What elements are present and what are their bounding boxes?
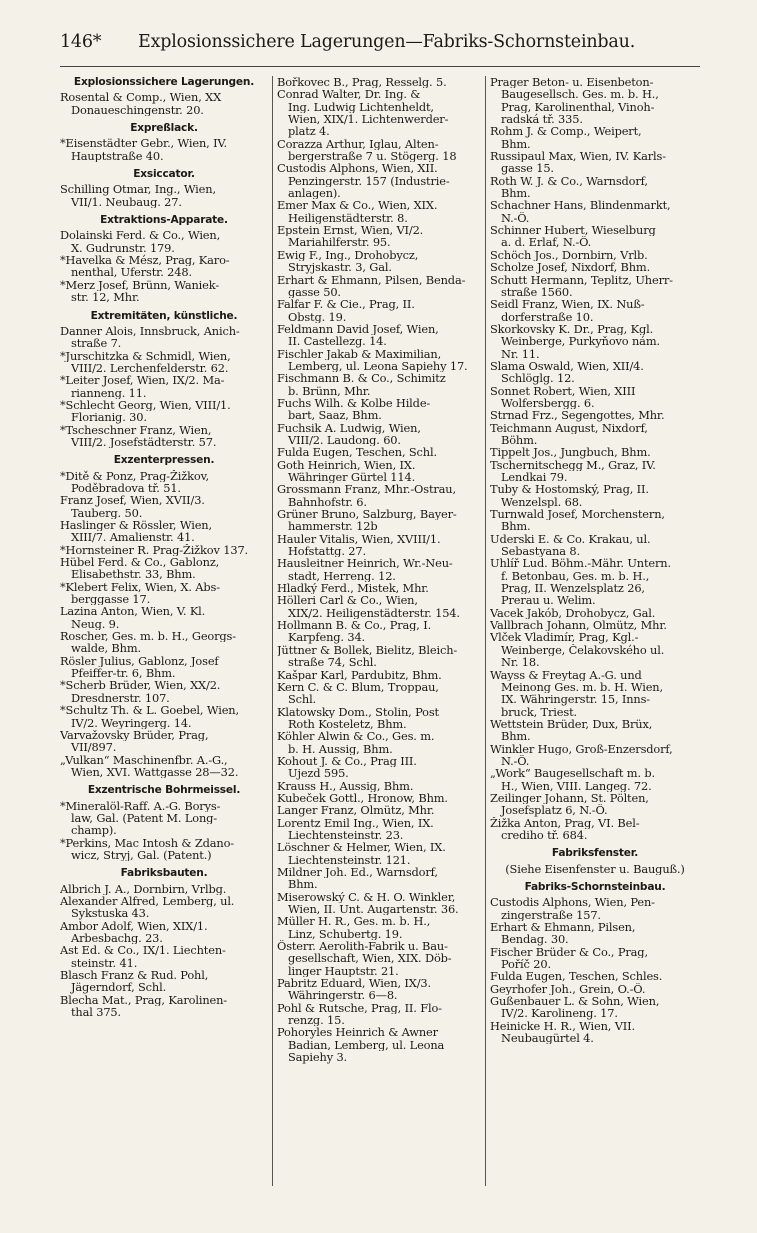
entry-line: Florianig. 30. (71, 411, 147, 424)
entry-line: Sebastyana 8. (501, 545, 580, 558)
entry-line: Baugesellsch. Ges. m. b. H., (501, 88, 659, 101)
section-heading: Extremitäten, künstliche. (90, 309, 238, 322)
entry-line: Blecha Mat., Prag, Karolinen- (60, 993, 228, 1007)
entry-line: Custodis Alphons, Wien, XII. (277, 162, 438, 175)
entry-line: VIII/2. Josefstädterstr. 57. (71, 435, 217, 449)
entry-line: Slama Oswald, Wien, XII/4. (490, 359, 644, 373)
entry-line: Prager Beton- u. Eisenbeton- (490, 76, 654, 89)
entry-line: Vallbrach Johann, Olmütz, Mhr. (490, 619, 667, 632)
entry-line: gasse 15. (501, 162, 554, 175)
entry-line: Seidl Franz, Wien, IX. Nuß- (490, 298, 645, 311)
entry-line: Miserowský C. & H. O. Winkler, (277, 890, 456, 904)
entry-line: Arbesbachg. 23. (71, 932, 163, 945)
entry-line: H., Wien, VIII. Langeg. 72. (501, 779, 652, 792)
entry-line: Hausleitner Heinrich, Wr.-Neu- (277, 557, 453, 570)
entry-line: Klatowsky Dom., Stolin, Post (277, 705, 439, 718)
entry-line: Vacek Jakób, Drohobycz, Gal. (490, 606, 656, 620)
entry-line: crediho tř. 684. (501, 828, 588, 842)
entry-line: wicz, Stryj, Gal. (Patent.) (71, 848, 212, 862)
entry-line: renzg. 15. (288, 1014, 345, 1027)
entry-line: Fischer Brüder & Co., Prag, (490, 945, 648, 959)
entry-line: Roth Kosteletz, Bhm. (288, 717, 407, 731)
entry-line: Bendag. 30. (501, 933, 569, 946)
entry-line: „Work“ Baugesellschaft m. b. (490, 767, 656, 780)
entry-line: *Hornsteiner R. Prag-Žižkov 137. (60, 543, 249, 557)
entry-line: Schinner Hubert, Wieselburg (490, 224, 656, 237)
entry-line: Wettstein Brüder, Dux, Brüx, (490, 717, 653, 731)
entry-line: Wenzelspl. 68. (501, 495, 583, 509)
entry-line: Fuchsik A. Ludwig, Wien, (277, 421, 421, 434)
entry-line: Neug. 9. (71, 617, 120, 631)
entry-line: Pabritz Eduard, Wien, IX/3. (277, 977, 431, 990)
entry-line: dorferstraße 10. (501, 310, 594, 323)
entry-line: Fulda Eugen, Teschen, Schles. (490, 970, 663, 983)
entry-line: Kubeček Gottl., Hronow, Bhm. (277, 791, 448, 805)
directory-column-1 (60, 76, 268, 1018)
entry-line: XIX/2. Heiligenstädterstr. 154. (288, 606, 460, 620)
entry-line: Elisabethstr. 33, Bhm. (71, 568, 196, 581)
entry-line: *Ditě & Ponz, Prag-Žižkov, (60, 469, 209, 482)
entry-line: Uderski E. & Co. Krakau, ul. (490, 532, 651, 546)
entry-line: II. Castellezg. 14. (288, 335, 387, 348)
entry-line: Schl. (288, 693, 317, 706)
entry-line: Jüttner & Bollek, Bielitz, Bleich- (277, 643, 458, 657)
entry-line: *Schultz Th. & L. Goebel, Wien, (60, 704, 239, 717)
entry-line: IV/2. Weyringerg. 14. (71, 716, 192, 729)
entry-line: *Leiter Josef, Wien, IX/2. Ma- (60, 374, 225, 387)
entry-line: Mildner Joh. Ed., Warnsdorf, (277, 866, 438, 879)
entry-line: b. H. Aussig, Bhm. (288, 742, 393, 755)
entry-line: Weinberge, Purkyňovo nám. (501, 335, 660, 348)
entry-line: Erhart & Ehmann, Pilsen, Benda- (277, 273, 466, 286)
entry-line: Währinger Gürtel 114. (288, 471, 416, 484)
entry-line: X. Gudrunstr. 179. (71, 241, 175, 255)
entry-line: Scholze Josef, Nixdorf, Bhm. (490, 261, 651, 274)
entry-line: bart, Saaz, Bhm. (288, 409, 382, 422)
entry-line: Sykstuska 43. (71, 907, 150, 920)
entry-line: Währingerstr. 6—8. (288, 989, 398, 1002)
column-divider (272, 76, 273, 1186)
entry-line: Liechtensteinstr. 23. (288, 828, 404, 842)
entry-line: Feldmann David Josef, Wien, (277, 322, 439, 336)
entry-line: N.-Ö. (501, 211, 530, 225)
entry-line: Poděbradova tř. 51. (71, 481, 181, 495)
entry-line: Mariahilferstr. 95. (288, 236, 391, 249)
entry-line: Hölleri Carl & Co., Wien, (277, 594, 418, 607)
entry-line: Goth Heinrich, Wien, IX. (277, 458, 416, 471)
entry-line: Rösler Julius, Gablonz, Josef (60, 654, 219, 668)
entry-line: VII/897. (71, 741, 117, 754)
entry-line: Danner Alois, Innsbruck, Anich- (60, 324, 240, 338)
entry-line: Emer Max & Co., Wien, XIX. (277, 199, 438, 212)
entry-line: nenthal, Uferstr. 248. (71, 266, 192, 279)
entry-line: Franz Josef, Wien, XVII/3. (60, 494, 205, 507)
entry-line: Pohoryles Heinrich & Awner (277, 1026, 438, 1039)
entry-line: Erhart & Ehmann, Pilsen, (490, 921, 636, 934)
entry-line: zingerstraße 157. (501, 908, 601, 922)
entry-line: Lemberg, ul. Leona Sapiehy 17. (288, 359, 468, 373)
entry-line: *Eisenstädter Gebr., Wien, IV. (60, 137, 227, 150)
entry-line: Lendkai 79. (501, 471, 568, 484)
entry-line: Jägerndorf, Schl. (71, 981, 167, 994)
entry-line: Bhm. (501, 520, 531, 533)
entry-line: XIII/7. Amalienstr. 41. (71, 531, 195, 544)
entry-line: Penzingerstr. 157 (Industrie- (288, 174, 450, 188)
entry-line: Karpfeng. 34. (288, 631, 366, 644)
entry-line: Löschner & Helmer, Wien, IX. (277, 841, 446, 854)
entry-line: Pohl & Rutsche, Prag, II. Flo- (277, 1001, 442, 1015)
entry-line: Hauptstraße 40. (71, 149, 164, 163)
entry-line: Roth W. J. & Co., Warnsdorf, (490, 174, 648, 188)
entry-line: Stryjskastr. 3, Gal. (288, 261, 392, 274)
entry-line: bruck, Triest. (501, 705, 577, 718)
entry-line: Bhm. (501, 730, 531, 743)
entry-line: steinstr. 41. (71, 956, 138, 970)
entry-line: Badian, Lemberg, ul. Leona (288, 1038, 445, 1052)
entry-line: Albrich J. A., Dornbirn, Vrlbg. (60, 882, 227, 895)
entry-line: Prag, Karolinenthal, Vinoh- (501, 100, 655, 114)
entry-line: Grossmann Franz, Mhr.-Ostrau, (277, 483, 456, 496)
entry-line: Ujezd 595. (288, 767, 349, 780)
entry-line: *Schlecht Georg, Wien, VIII/1. (60, 398, 231, 412)
entry-line: Prerau u. Welim. (501, 594, 596, 607)
entry-line: Hofstattg. 27. (288, 545, 366, 558)
entry-line: Uhlíř Lud. Böhm.-Mähr. Untern. (490, 557, 671, 570)
entry-line: Ast Ed. & Co., IX/1. Liechten- (60, 944, 226, 957)
entry-line: Weinberge, Čelakovského ul. (501, 643, 665, 657)
entry-line: Schachner Hans, Blindenmarkt, (490, 199, 671, 212)
entry-line: gasse 50. (288, 285, 341, 299)
entry-line: „Vulkan“ Maschinenfbr. A.-G., (60, 753, 228, 766)
entry-line: Wien, XVI. Wattgasse 28—32. (71, 765, 239, 779)
entry-line: Roscher, Ges. m. b. H., Georgs- (60, 630, 236, 643)
entry-line: Fuchs Wilh. & Kolbe Hilde- (277, 396, 431, 410)
entry-line: Pfeiffer-tr. 6, Bhm. (71, 667, 176, 680)
entry-line: VII/1. Neubaug. 27. (71, 195, 182, 209)
entry-line: Böhm. (501, 433, 538, 447)
header-rule (60, 66, 700, 67)
entry-line: platz 4. (288, 125, 330, 138)
entry-line: Köhler Alwin & Co., Ges. m. (277, 730, 435, 743)
entry-line: VIII/2. Lerchenfelderstr. 62. (71, 361, 229, 375)
entry-line: gesellschaft, Wien, XIX. Döb- (288, 952, 452, 965)
entry-line: Russipaul Max, Wien, IV. Karls- (490, 150, 666, 163)
entry-line: Wolfersbergg. 6. (501, 396, 595, 410)
entry-line: Rosental & Comp., Wien, XX (60, 91, 222, 104)
entry-line: Hollmann B. & Co., Prag, I. (277, 619, 432, 632)
entry-line: Sapiehy 3. (288, 1051, 348, 1064)
section-heading: Explosionssichere Lagerungen. (73, 76, 255, 88)
entry-line: Haslinger & Rössler, Wien, (60, 519, 212, 532)
entry-line: Blasch Franz & Rud. Pohl, (60, 969, 209, 982)
entry-line: IX. Währingerstr. 15, Inns- (501, 693, 651, 706)
entry-line: straße 7. (71, 337, 122, 350)
entry-line: Nr. 11. (501, 347, 540, 360)
entry-line: Rohm J. & Comp., Weipert, (490, 125, 642, 138)
entry-line: anlagen). (288, 187, 341, 200)
entry-line: Teichmann August, Nixdorf, (490, 421, 648, 434)
entry-line: Varvažovsky Brüder, Prag, (60, 728, 209, 742)
entry-line: Vlček Vladimír, Prag, Kgl.- (490, 631, 639, 644)
entry-line: rianneng. 11. (71, 386, 147, 399)
entry-line: *Klebert Felix, Wien, X. Abs- (60, 580, 220, 594)
entry-line: a. d. Erlaf, N.-Ö. (501, 236, 592, 249)
entry-line: Krauss H., Aussig, Bhm. (277, 779, 414, 792)
entry-line: Nr. 18. (501, 656, 540, 669)
entry-line: Prag, II. Wenzelsplatz 26, (501, 582, 645, 595)
entry-line: IV/2. Karolineng. 17. (501, 1007, 618, 1020)
entry-line: *Mineralöl-Raff. A.-G. Borys- (60, 799, 221, 812)
entry-line: Bhm. (501, 137, 531, 151)
entry-line: Schilling Otmar, Ing., Wien, (60, 183, 216, 196)
entry-line: straße 74, Schl. (288, 656, 377, 669)
section-heading: Exzenterpressen. (113, 454, 215, 467)
entry-line: *Jurschitzka & Schmidl, Wien, (60, 349, 231, 362)
column-divider (485, 76, 486, 1186)
page-number: 146* (60, 32, 102, 52)
entry-line: Wien, II. Unt. Augartenstr. 36. (288, 903, 459, 916)
entry-line: law, Gal. (Patent M. Long- (71, 811, 217, 825)
entry-line: f. Betonbau, Ges. m. b. H., (501, 569, 650, 583)
entry-line: walde, Bhm. (71, 642, 141, 655)
entry-line: Schutt Hermann, Teplitz, Uherr- (490, 273, 673, 286)
entry-line: Alexander Alfred, Lemberg, ul. (60, 894, 235, 908)
entry-line: Kašpar Karl, Pardubitz, Bhm. (277, 668, 442, 681)
section-heading: Expreßlack. (130, 122, 198, 135)
entry-line: Hübel Ferd. & Co., Gablonz, (60, 556, 220, 569)
directory-column-2 (277, 76, 480, 1064)
entry-line: Lazina Anton, Wien, V. Kl. (60, 605, 206, 618)
page-header (60, 32, 636, 58)
entry-line: Neubaugürtel 4. (501, 1032, 594, 1045)
entry-line: thal 375. (71, 1006, 121, 1019)
entry-line: Liechtensteinstr. 121. (288, 853, 411, 866)
entry-line: Linz, Schubertg. 19. (288, 927, 403, 941)
entry-line: champ). (71, 824, 117, 837)
entry-line: *Havelka & Mész, Prag, Karo- (60, 254, 230, 267)
entry-line: Turnwald Josef, Morchenstern, (490, 508, 665, 521)
entry-line: Žižka Anton, Prag, VI. Bel- (490, 816, 640, 829)
entry-line: Fischmann B. & Co., Schimitz (277, 372, 446, 385)
entry-line: *Tscheschner Franz, Wien, (60, 423, 212, 436)
entry-line: Conrad Walter, Dr. Ing. & (277, 88, 421, 101)
entry-line: Dresdnerstr. 107. (71, 691, 170, 705)
entry-line: Schlöglg. 12. (501, 372, 575, 385)
entry-line: Strnad Frz., Segengottes, Mhr. (490, 409, 665, 422)
entry-line: Epstein Ernst, Wien, VI/2. (277, 224, 424, 237)
entry-line: str. 12, Mhr. (71, 291, 140, 304)
entry-line: Österr. Aerolith-Fabrik u. Bau- (277, 940, 448, 953)
entry-line: Skorkovsky K. Dr., Prag, Kgl. (490, 322, 654, 336)
entry-line: Schöch Jos., Dornbirn, Vrlb. (490, 248, 648, 262)
entry-line: stadt, Herreng. 12. (288, 569, 396, 583)
entry-line: VIII/2. Laudong. 60. (288, 433, 401, 447)
entry-line: Fulda Eugen, Teschen, Schl. (277, 446, 437, 459)
entry-line: Falfar F. & Cie., Prag, II. (277, 298, 415, 311)
entry-line: Fischler Jakab & Maximilian, (277, 347, 442, 360)
entry-line: Heinicke H. R., Wien, VII. (490, 1019, 635, 1033)
entry-line: Ewig F., Ing., Drohobycz, (277, 248, 419, 262)
entry-line: N.-Ö. (501, 754, 530, 768)
entry-line: Zeilinger Johann, St. Pölten, (490, 791, 649, 805)
entry-line: Lorentz Emil Ing., Wien, IX. (277, 816, 434, 829)
entry-line: Wayss & Freytag A.-G. und (490, 668, 642, 681)
section-heading: Fabriks-Schornsteinbau. (524, 881, 666, 893)
entry-line: berggasse 17. (71, 593, 151, 606)
entry-line: Poříč 20. (501, 958, 551, 971)
section-heading: Extraktions-Apparate. (100, 214, 228, 227)
entry-line: Geyrhofer Joh., Grein, O.-Ö. (490, 982, 646, 996)
entry-line: Tauberg. 50. (71, 506, 143, 519)
entry-line: Heiligenstädterstr. 8. (288, 211, 408, 225)
entry-line: Langer Franz, Olmütz, Mhr. (277, 804, 435, 817)
entry-line: radská tř. 335. (501, 113, 583, 126)
entry-line: Tschernitschegg M., Graz, IV. (490, 458, 656, 471)
entry-line: *Scherb Brüder, Wien, XX/2. (60, 679, 221, 692)
entry-line: Ing. Ludwig Lichtenheldt, (288, 100, 434, 114)
entry-line: Hladký Ferd., Mistek, Mhr. (277, 582, 429, 595)
entry-line: straße 1560. (501, 285, 573, 299)
entry-line: hammerstr. 12b (288, 520, 378, 533)
entry-line: Bhm. (501, 187, 531, 200)
entry-line: Tuby & Hostomský, Prag, II. (490, 483, 649, 496)
entry-line: Custodis Alphons, Wien, Pen- (490, 896, 655, 909)
entry-line: Dolainski Ferd. & Co., Wien, (60, 229, 221, 242)
entry-line: Sonnet Robert, Wien, XIII (490, 384, 636, 397)
page-title: Explosionssichere Lagerungen—Fabriks-Schornsteinbau. (138, 32, 636, 52)
entry-line: Gußenbauer L. & Sohn, Wien, (490, 995, 660, 1008)
entry-line: Hauler Vitalis, Wien, XVIII/1. (277, 532, 441, 546)
entry-line: Donaueschingenstr. 20. (71, 103, 204, 117)
entry-line: Meinong Ges. m. b. H. Wien, (501, 680, 663, 694)
section-heading: Fabriksbauten. (120, 867, 208, 880)
entry-line: Bahnhofstr. 6. (288, 495, 367, 509)
entry-line: linger Hauptstr. 21. (288, 964, 399, 978)
entry-line: Wien, XIX/1. Lichtenwerder- (288, 113, 449, 126)
entry-line: bergerstraße 7 u. Stögerg. 18 (288, 150, 457, 163)
entry-line: Grüner Bruno, Salzburg, Bayer- (277, 508, 457, 521)
directory-column-3 (490, 76, 700, 1044)
entry-line: Tippelt Jos., Jungbuch, Bhm. (490, 446, 651, 459)
entry-line: (Siehe Eisenfenster u. Bauguß.) (505, 862, 685, 875)
entry-line: Bhm. (288, 878, 318, 891)
section-heading: Exzentrische Bohrmeissel. (87, 784, 241, 797)
entry-line: Kern C. & C. Blum, Troppau, (277, 680, 439, 694)
entry-line: Josefsplatz 6, N.-Ö. (501, 804, 608, 817)
entry-line: Obstg. 19. (288, 310, 347, 323)
entry-line: *Perkins, Mac Intosh & Zdano- (60, 836, 234, 849)
section-heading: Exsiccator. (133, 168, 195, 181)
entry-line: Müller H. R., Ges. m. b. H., (277, 915, 431, 928)
entry-line: Ambor Adolf, Wien, XIX/1. (60, 919, 208, 932)
entry-line: Winkler Hugo, Groß-Enzersdorf, (490, 742, 673, 755)
entry-line: b. Brünn, Mhr. (288, 384, 371, 397)
entry-line: *Merz Josef, Brünn, Waniek- (60, 278, 220, 292)
entry-line: Kohout J. & Co., Prag III. (277, 754, 417, 768)
entry-line: Corazza Arthur, Iglau, Alten- (277, 137, 439, 151)
entry-line: Bořkovec B., Prag, Resselg. 5. (277, 76, 447, 89)
section-heading: Fabriksfenster. (551, 847, 639, 860)
